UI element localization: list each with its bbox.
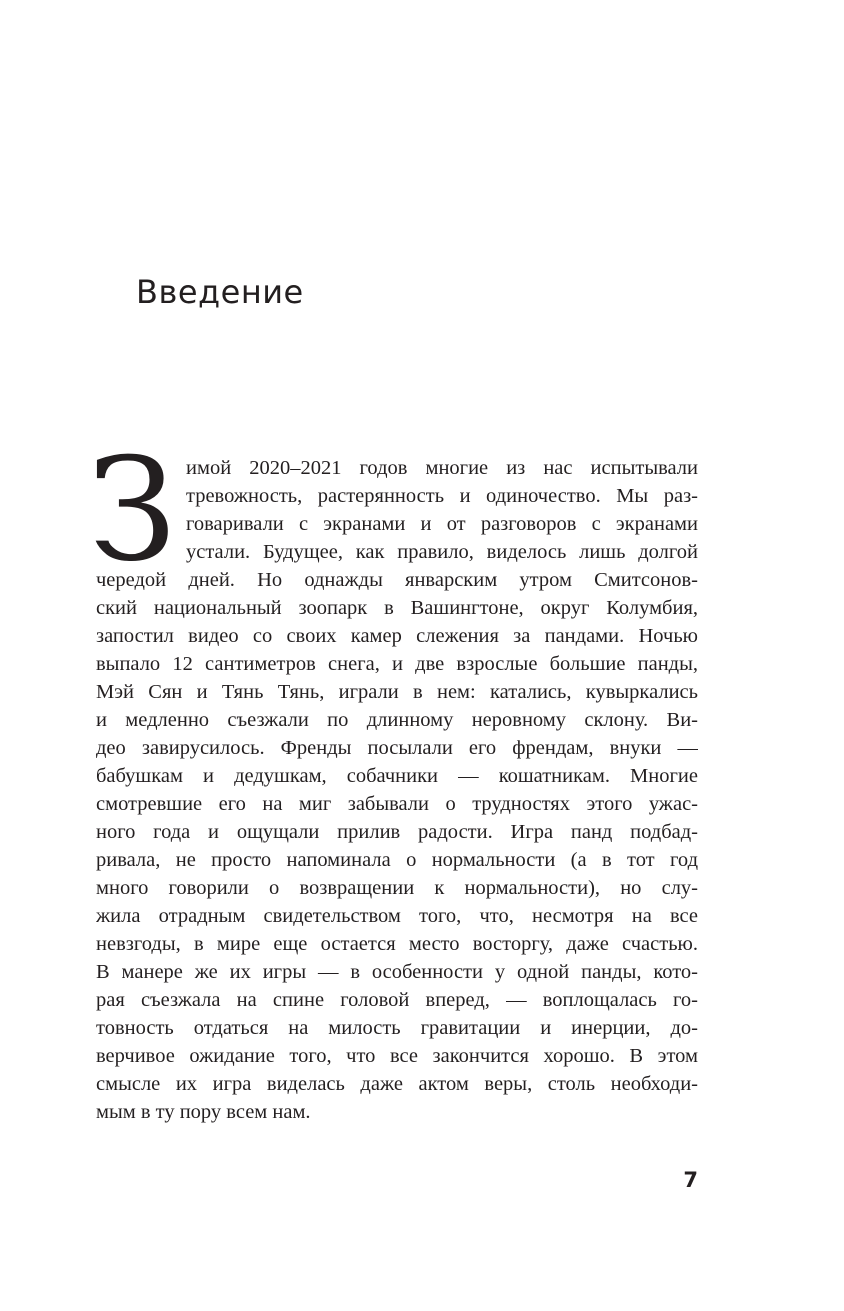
text-line: много говорили о возвращении к нормальности), но слу- [96, 877, 698, 899]
text-line: смысле их игра виделась даже актом веры, столь необходи- [96, 1073, 698, 1095]
text-line: рая съезжала на спине головой вперед, — воплощалась го- [96, 989, 698, 1011]
text-line: говаривали с экранами и от разговоров с экранами [186, 513, 698, 535]
text-line: смотревшие его на миг забывали о трудностях этого ужас- [96, 793, 698, 815]
text-line: устали. Будущее, как правило, виделось лишь долгой [186, 541, 698, 563]
text-line: невзгоды, в мире еще остается место восторгу, даже счастью. [96, 933, 698, 955]
text-line: В манере же их игры — в особенности у одной панды, кото- [96, 961, 698, 983]
text-line: бабушкам и дедушкам, собачники — кошатникам. Многие [96, 765, 698, 787]
text-line: тревожность, растерянность и одиночество. Мы раз- [186, 485, 698, 507]
page-number: 7 [683, 1168, 698, 1192]
text-line: и медленно съезжали по длинному неровному склону. Ви- [96, 709, 698, 731]
text-line: ного года и ощущали прилив радости. Игра панд подбад- [96, 821, 698, 843]
chapter-title: Введение [136, 273, 304, 311]
text-line: Мэй Сян и Тянь Тянь, играли в нем: катались, кувыркались [96, 681, 698, 703]
text-line: ривала, не просто напоминала о нормальности (а в тот год [96, 849, 698, 871]
text-line: део завирусилось. Френды посылали его френдам, внуки — [96, 737, 698, 759]
text-line: ский национальный зоопарк в Вашингтоне, округ Колумбия, [96, 597, 698, 619]
text-line: верчивое ожидание того, что все закончится хорошо. В этом [96, 1045, 698, 1067]
text-line: запостил видео со своих камер слежения за пандами. Ночью [96, 625, 698, 647]
text-line: выпало 12 сантиметров снега, и две взрослые большие панды, [96, 653, 698, 675]
text-line: мым в ту пору всем нам. [96, 1101, 311, 1123]
text-line: имой 2020–2021 годов многие из нас испытывали [186, 457, 698, 479]
drop-cap-letter: З [88, 428, 177, 593]
text-line: чередой дней. Но однажды январским утром Смитсонов- [96, 569, 698, 591]
text-line: товность отдаться на милость гравитации и инерции, до- [96, 1017, 698, 1039]
text-line: жила отрадным свидетельством того, что, несмотря на все [96, 905, 698, 927]
